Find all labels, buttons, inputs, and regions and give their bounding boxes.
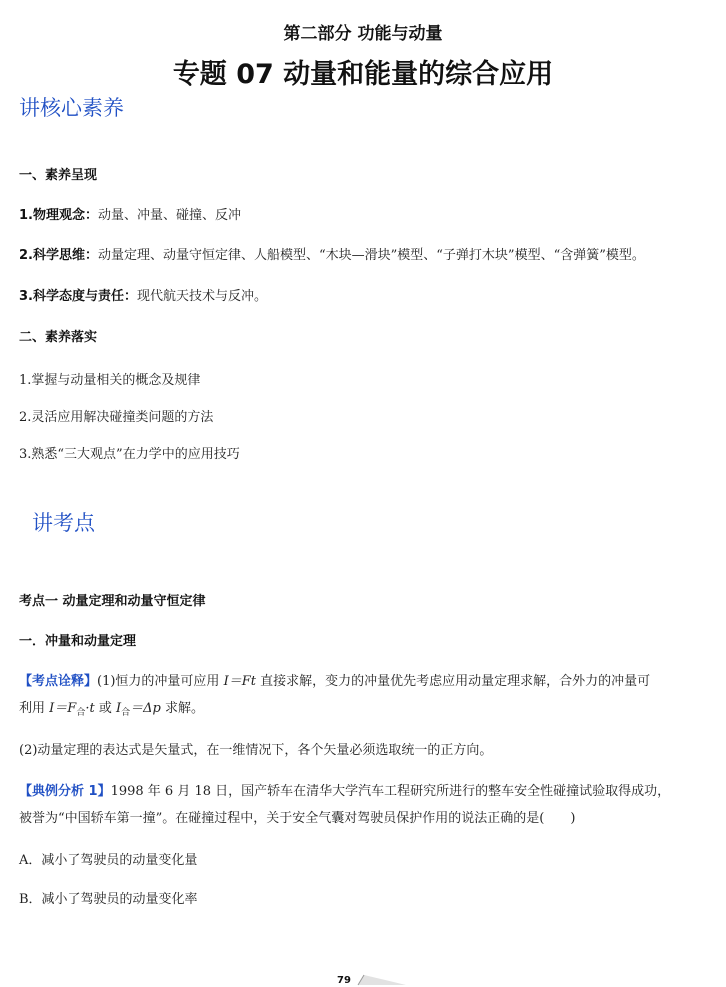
- subheading-presentation: 一、素养呈现: [19, 168, 98, 183]
- core-item-1: [19, 204, 241, 223]
- equation-net-force-b: ·t: [85, 701, 95, 716]
- subheading-impulse: 一．冲量和动量定理: [19, 634, 137, 649]
- section-heading-core: 讲核心素养: [19, 96, 124, 120]
- example-tag: 【典例分析 1】: [19, 784, 111, 799]
- equation-impulse: I＝Ft: [223, 674, 256, 689]
- explanation-line-2: [19, 697, 204, 718]
- page-number-text: 79: [337, 975, 351, 986]
- subheading-implementation: 二、素养落实: [19, 330, 98, 345]
- core-item-3-label: 3.科学态度与责任：: [19, 289, 137, 304]
- equation-net-force-a: I＝F: [49, 701, 77, 716]
- core-item-3-text: 现代航天技术与反冲。: [136, 289, 267, 304]
- document-title: 专题 07 动量和能量的综合应用: [172, 59, 554, 90]
- example-text-a: 1998 年 6 月 18 日，国产轿车在清华大学汽车工程研究所进行的整车安全性碰撞试验取得成功，: [110, 784, 671, 799]
- explanation-tag: 【考点诠释】: [19, 674, 98, 689]
- explanation-line-3: (2)动量定理的表达式是矢量式，在一维情况下，各个矢量必须选取统一的正方向。: [19, 743, 493, 758]
- explanation-line-1: [19, 670, 650, 689]
- goal-item-3: 3.熟悉“三大观点”在力学中的应用技巧: [19, 447, 240, 462]
- subscript-net: 合: [76, 708, 86, 718]
- goal-item-2: 2.灵活应用解决碰撞类问题的方法: [19, 410, 214, 425]
- option-a: A．减小了驾驶员的动量变化量: [19, 853, 198, 868]
- section-heading-points: 讲考点: [32, 511, 95, 535]
- point-heading-1: 考点一 动量定理和动量守恒定律: [19, 594, 206, 609]
- core-item-2-label: 2.科学思维：: [19, 248, 98, 263]
- page-corner-icon: [356, 972, 408, 986]
- option-b: B．减小了驾驶员的动量变化率: [19, 892, 198, 907]
- part-title: 第二部分 功能与动量: [283, 24, 443, 44]
- core-item-3: [19, 285, 267, 304]
- goal-item-1: 1.掌握与动量相关的概念及规律: [19, 373, 201, 388]
- explanation-text-c: 利用: [19, 701, 46, 716]
- equation-momentum-a: I: [115, 701, 122, 716]
- core-item-2-text: 动量定理、动量守恒定律、人船模型、“木块—滑块”模型、“子弹打木块”模型、“含弹簧”模型。: [97, 248, 645, 263]
- subscript-net-2: 合: [121, 708, 131, 718]
- page-number: [337, 968, 408, 987]
- explanation-or: 或: [98, 701, 112, 716]
- explanation-text-a: (1)恒力的冲量可应用: [97, 674, 220, 689]
- core-item-1-text: 动量、冲量、碰撞、反冲: [97, 208, 241, 223]
- example-line-2: 被誉为“中国轿车第一撞”。在碰撞过程中，关于安全气囊对驾驶员保护作用的说法正确的是( ): [19, 811, 576, 826]
- core-item-2: [19, 244, 645, 263]
- core-item-1-label: 1.物理观念：: [19, 208, 98, 223]
- explanation-text-d: 求解。: [165, 701, 205, 716]
- example-line-1: [19, 780, 670, 799]
- equation-momentum-b: ＝Δp: [130, 701, 161, 716]
- explanation-text-b: 直接求解，变力的冲量优先考虑应用动量定理求解，合外力的冲量可: [260, 674, 651, 689]
